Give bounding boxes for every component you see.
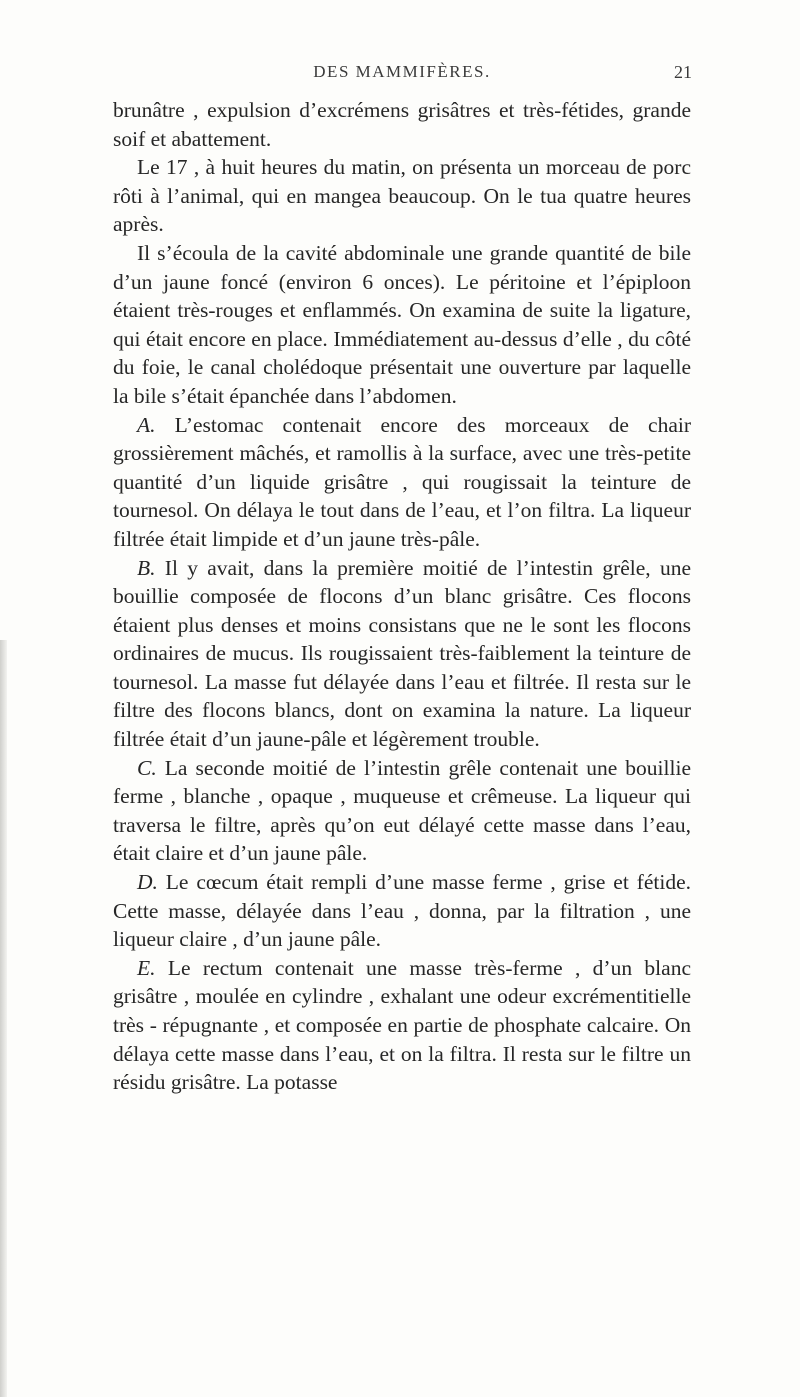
paragraph-text: Le 17 , à huit heures du matin, on présenta un morceau de porc rôti à l’animal, qui en mangea beaucoup. On le tua quatre heures après. [113,155,691,237]
section-letter: C. [137,755,157,780]
page-number: 21 [674,62,692,82]
section-letter: E. [137,955,156,980]
paragraph-section-a [113,411,691,554]
paragraph-text: brunâtre , expulsion d’excrémens grisâtres et très-fétides, grande soif et abattement. [113,98,691,151]
running-title: DES MAMMIFÈRES. [313,62,491,81]
paragraph-text: Il y avait, dans la première moitié de l’intestin grêle, une bouillie composée de flocons d’un blanc grisâtre. Ces flocons étaient plus denses et moins consistans que ne le sont les flocons ordinaires de mucus. Ils rougissaient très-faiblement la teinture de tournesol. La masse fut délayée dans l’eau et filtrée. Il resta sur le filtre des flocons blancs, dont on examina la nature. La liqueur filtrée était d’un jaune-pâle et légèrement trouble. [113,555,691,752]
paragraph-section-e [113,954,691,1097]
section-letter: D. [137,870,158,895]
page-binding-shadow [0,640,7,1397]
paragraph-continuation [113,96,691,153]
section-letter: A. [137,412,156,437]
paragraph-text: L’estomac contenait encore des morceaux de chair grossièrement mâchés, et ramollis à la surface, avec une très-petite quantité d’un liquide grisâtre , qui rougissait la teinture de tournesol. On délaya le tout dans de l’eau, et l’on filtra. La liqueur filtrée était limpide et d’un jaune très-pâle. [113,412,692,551]
paragraph-section-d [113,868,691,954]
paragraph-text: Il s’écoula de la cavité abdominale une grande quantité de bile d’un jaune foncé (environ 6 onces). Le péritoine et l’épiploon étaient très-rouges et enflammés. On examina de suite la ligature, qui était encore en place. Immédiatement au-dessus d’elle , du côté du foie, le canal cholédoque présentait une ouverture par laquelle la bile s’était épanchée dans l’abdomen. [113,240,691,408]
paragraph-text: Le cœcum était rempli d’une masse ferme , grise et fétide. Cette masse, délayée dans l’eau , donna, par la filtration , une liqueur claire , d’un jaune pâle. [113,870,692,952]
body-text [113,96,691,1097]
paragraph-section-c [113,754,691,868]
paragraph [113,153,691,239]
paragraph [113,239,691,411]
section-letter: B. [137,555,156,580]
page-header [112,62,692,90]
paragraph-text: La seconde moitié de l’intestin grêle contenait une bouillie ferme , blanche , opaque , muqueuse et crêmeuse. La liqueur qui traversa le filtre, après qu’on eut délayé cette masse dans l’eau, était claire et d’un jaune pâle. [113,755,691,866]
paragraph-text: Le rectum contenait une masse très-ferme , d’un blanc grisâtre , moulée en cylindre , exhalant une odeur excrémentitielle très - répugnante , et composée en partie de phosphate calcaire. On délaya cette masse dans l’eau, et on la filtra. Il resta sur le filtre un résidu grisâtre. La potasse [113,955,691,1095]
paragraph-section-b [113,554,691,754]
